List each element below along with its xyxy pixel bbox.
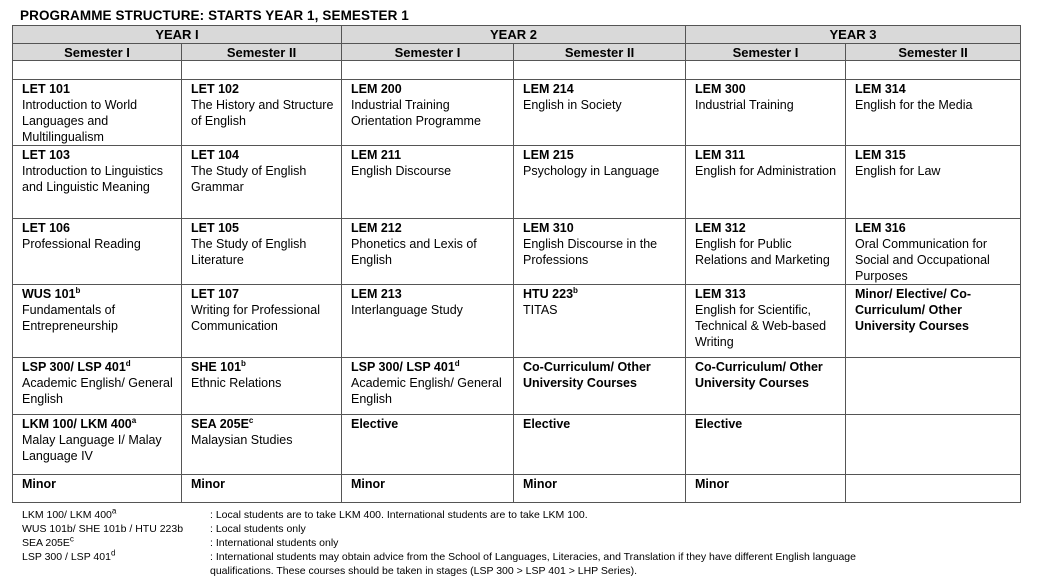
course-code-line: [695, 286, 841, 302]
course-code: LEM 311: [695, 148, 746, 162]
course-cell: [342, 80, 514, 146]
course-code: LET 103: [22, 148, 70, 162]
semester-header: Semester I: [13, 44, 182, 61]
course-code: HTU 223: [523, 287, 574, 301]
footnote-marker: a: [111, 506, 117, 516]
course-code: LSP 300/ LSP 401: [351, 360, 455, 374]
course-code: LEM 211: [351, 148, 402, 162]
course-cell: [846, 285, 1021, 358]
course-code-line: [191, 220, 337, 236]
course-code-line: [523, 81, 681, 97]
course-code-line: [191, 416, 337, 432]
footnote-marker: b: [75, 285, 81, 295]
course-cell: [342, 358, 514, 415]
course-row: [13, 219, 1021, 285]
course-code: LEM 212: [351, 221, 402, 235]
course-code: LEM 213: [351, 287, 402, 301]
course-cell: [846, 475, 1021, 503]
course-cell: [342, 285, 514, 358]
course-row: [13, 285, 1021, 358]
course-code-line: [191, 147, 337, 163]
course-code-line: [695, 147, 841, 163]
course-cell: [846, 219, 1021, 285]
course-cell: [182, 415, 342, 475]
course-cell: [13, 415, 182, 475]
footnote-marker: c: [69, 534, 74, 544]
course-code-line: [695, 220, 841, 236]
course-grid-body: [13, 61, 1021, 503]
course-name: Oral Communication for Social and Occupational Purposes: [855, 237, 990, 283]
course-code: LEM 214: [523, 82, 574, 96]
course-cell: [514, 80, 686, 146]
footnote-text: : International students may obtain advice from the School of Languages, Literacies, and Translation if they have different English language qualifications. These courses should be taken in stages (LSP 300 > LSP 401 > LHP Series).: [210, 551, 856, 577]
course-code: LEM 215: [523, 148, 574, 162]
course-name: English for Law: [855, 164, 941, 178]
footnote-key-text: LSP 300 / LSP 401: [22, 551, 111, 563]
course-category: Minor/ Elective/ Co-Curriculum/ Other University Courses: [855, 287, 971, 333]
footnote-row: [22, 550, 890, 578]
course-name: The Study of English Grammar: [191, 164, 307, 194]
course-cell: [342, 415, 514, 475]
course-row: [13, 80, 1021, 146]
course-cell: [13, 358, 182, 415]
course-code: WUS 101: [22, 287, 76, 301]
course-code-line: [351, 81, 509, 97]
course-name: Academic English/ General English: [351, 376, 502, 406]
course-name: TITAS: [523, 303, 558, 317]
course-cell: [13, 80, 182, 146]
course-code: LET 105: [191, 221, 239, 235]
course-name: English for the Media: [855, 98, 973, 112]
course-code: LET 102: [191, 82, 239, 96]
course-row: [13, 358, 1021, 415]
course-cell: [686, 285, 846, 358]
course-cell: [514, 475, 686, 503]
footnote-key-text: LKM 100/ LKM 400: [22, 509, 112, 521]
course-code-line: [22, 359, 177, 375]
course-code-line: [523, 147, 681, 163]
course-row: [13, 475, 1021, 503]
course-code: LEM 200: [351, 82, 402, 96]
semester-header: Semester II: [846, 44, 1021, 61]
spacer-row: [13, 61, 1021, 80]
course-name: The Study of English Literature: [191, 237, 307, 267]
course-name: Ethnic Relations: [191, 376, 282, 390]
footnote-row: [22, 536, 890, 550]
course-code: LEM 314: [855, 82, 906, 96]
course-name: Introduction to World Languages and Multilingualism: [22, 98, 138, 144]
footnote-text: : Local students only: [210, 523, 306, 535]
course-cell: [846, 415, 1021, 475]
course-name: Introduction to Linguistics and Linguistic Meaning: [22, 164, 164, 194]
course-cell: [846, 358, 1021, 415]
programme-structure-table: [12, 25, 1021, 503]
course-name: Interlanguage Study: [351, 303, 463, 317]
course-name: English Discourse in the Professions: [523, 237, 658, 267]
course-name: Malaysian Studies: [191, 433, 293, 447]
year-header: YEAR 3: [686, 26, 1021, 44]
course-cell: [686, 358, 846, 415]
course-cell: [182, 475, 342, 503]
course-code: LEM 315: [855, 148, 906, 162]
course-code: SEA 205E: [191, 417, 249, 431]
course-code-line: [351, 147, 509, 163]
year-header: YEAR 2: [342, 26, 686, 44]
course-cell: [846, 80, 1021, 146]
semester-header: Semester I: [342, 44, 514, 61]
course-cell: [13, 475, 182, 503]
course-cell: [686, 475, 846, 503]
course-code: LEM 312: [695, 221, 746, 235]
course-category: Co-Curriculum/ Other University Courses: [695, 360, 823, 390]
course-cell: [514, 415, 686, 475]
footnotes: [22, 508, 890, 578]
course-name: Academic English/ General English: [22, 376, 173, 406]
course-cell: [846, 146, 1021, 219]
footnote-marker: a: [131, 415, 137, 425]
course-category: Minor: [523, 477, 558, 491]
course-code: LSP 300/ LSP 401: [22, 360, 126, 374]
footnote-key: [22, 508, 210, 522]
course-name: Phonetics and Lexis of English: [351, 237, 477, 267]
course-cell: [686, 415, 846, 475]
course-code-line: [523, 220, 681, 236]
course-code-line: [22, 220, 177, 236]
page-title: PROGRAMME STRUCTURE: STARTS YEAR 1, SEMESTER 1: [20, 8, 409, 23]
footnote-text: : Local students are to take LKM 400. International students are to take LKM 100.: [210, 509, 588, 521]
course-cell: [514, 285, 686, 358]
course-code-line: [351, 359, 509, 375]
course-code-line: [191, 286, 337, 302]
course-code-line: [523, 286, 681, 302]
footnote-key-text: WUS 101b/ SHE 101b / HTU 223b: [22, 523, 184, 535]
course-cell: [182, 80, 342, 146]
course-code-line: [22, 286, 177, 302]
course-code: SHE 101: [191, 360, 242, 374]
course-code-line: [855, 147, 1016, 163]
course-code-line: [855, 81, 1016, 97]
course-name: Psychology in Language: [523, 164, 660, 178]
course-name: Industrial Training: [695, 98, 794, 112]
footnote-row: [22, 508, 890, 522]
course-cell: [342, 219, 514, 285]
course-name: Writing for Professional Communication: [191, 303, 320, 333]
footnote-key: [22, 536, 210, 550]
course-code-line: [351, 220, 509, 236]
course-cell: [342, 475, 514, 503]
course-code-line: [191, 359, 337, 375]
course-cell: [182, 219, 342, 285]
course-code-line: [695, 81, 841, 97]
footnote-key: [22, 550, 210, 578]
footnote-marker: c: [248, 415, 254, 425]
footnote-marker: d: [110, 548, 116, 558]
course-code: LEM 310: [523, 221, 574, 235]
course-code: LEM 316: [855, 221, 906, 235]
course-category: Minor: [191, 477, 226, 491]
footnote-text: : International students only: [210, 537, 339, 549]
course-row: [13, 146, 1021, 219]
course-cell: [342, 146, 514, 219]
course-code: LKM 100/ LKM 400: [22, 417, 132, 431]
course-name: Malay Language I/ Malay Language IV: [22, 433, 162, 463]
course-code-line: [855, 220, 1016, 236]
course-name: The History and Structure of English: [191, 98, 334, 128]
year-header: YEAR I: [13, 26, 342, 44]
course-name: English for Administration: [695, 164, 837, 178]
footnote-marker: b: [573, 285, 578, 295]
semester-header: Semester II: [514, 44, 686, 61]
course-name: English for Scientific, Technical & Web-based Writing: [695, 303, 827, 349]
footnote-marker: d: [454, 358, 460, 368]
footnote-key-text: SEA 205E: [22, 537, 70, 549]
course-code: LET 101: [22, 82, 70, 96]
course-name: Fundamentals of Entrepreneurship: [22, 303, 118, 333]
course-category: Elective: [523, 417, 571, 431]
course-code: LEM 313: [695, 287, 746, 301]
course-name: English for Public Relations and Marketing: [695, 237, 830, 267]
course-code-line: [22, 416, 177, 432]
course-cell: [13, 146, 182, 219]
course-cell: [13, 285, 182, 358]
course-cell: [13, 219, 182, 285]
course-row: [13, 415, 1021, 475]
course-cell: [514, 219, 686, 285]
course-cell: [686, 219, 846, 285]
course-cell: [182, 358, 342, 415]
course-cell: [686, 80, 846, 146]
semester-header: Semester II: [182, 44, 342, 61]
course-code: LEM 300: [695, 82, 746, 96]
semester-header: Semester I: [686, 44, 846, 61]
course-category: Minor: [22, 477, 57, 491]
course-cell: [182, 146, 342, 219]
course-cell: [182, 285, 342, 358]
course-cell: [514, 146, 686, 219]
footnote-key: [22, 522, 210, 536]
course-code: LET 104: [191, 148, 239, 162]
course-category: Co-Curriculum/ Other University Courses: [523, 360, 651, 390]
course-cell: [514, 358, 686, 415]
course-category: Elective: [351, 417, 399, 431]
footnote-row: [22, 522, 890, 536]
course-cell: [686, 146, 846, 219]
course-code: LET 106: [22, 221, 70, 235]
course-category: Elective: [695, 417, 743, 431]
course-code-line: [191, 81, 337, 97]
course-code: LET 107: [191, 287, 239, 301]
semester-header-row: [13, 44, 1021, 61]
course-name: English in Society: [523, 98, 622, 112]
course-category: Minor: [695, 477, 730, 491]
course-code-line: [351, 286, 509, 302]
year-header-row: [13, 26, 1021, 44]
course-name: English Discourse: [351, 164, 452, 178]
course-category: Minor: [351, 477, 386, 491]
course-name: Professional Reading: [22, 237, 141, 251]
footnote-marker: d: [125, 358, 131, 368]
course-code-line: [22, 147, 177, 163]
footnote-marker: b: [241, 358, 246, 368]
course-code-line: [22, 81, 177, 97]
course-name: Industrial Training Orientation Programme: [351, 98, 481, 128]
